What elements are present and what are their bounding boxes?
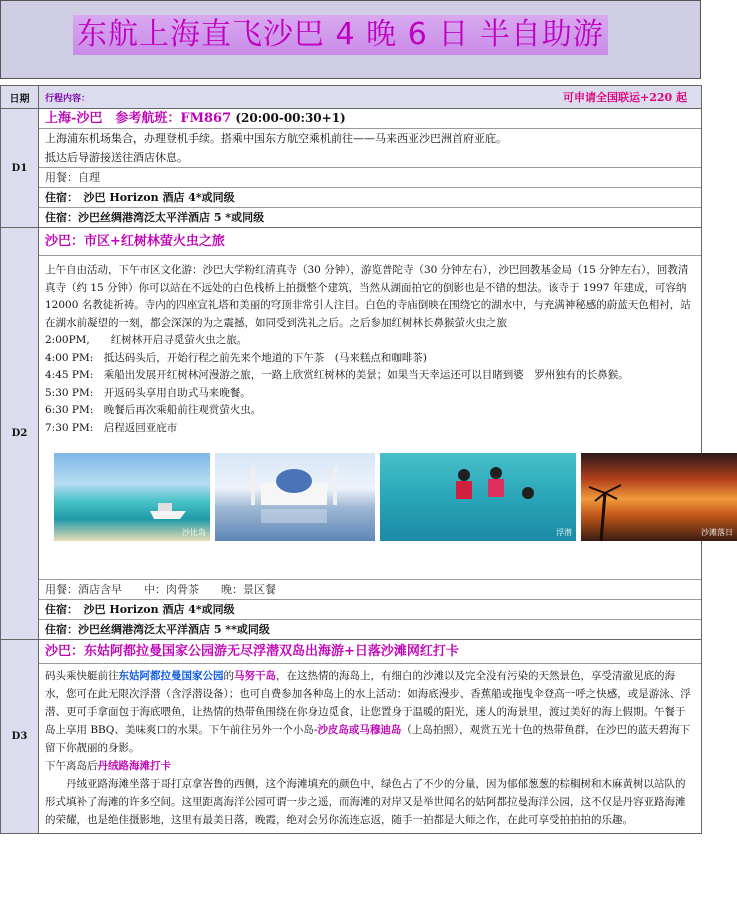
- d1-meal: 用餐：自理: [39, 168, 701, 188]
- d2-body: [39, 256, 701, 441]
- d1-title: 上海-沙巴 参考航班：FM867 (20:00-00:30+1): [39, 109, 701, 129]
- day-content-d2: [39, 228, 733, 640]
- d3-paragraph-2: 下午离岛后丹绒路海滩打卡: [45, 760, 171, 772]
- transfer-note: 可申请全国联运+220 起: [562, 91, 687, 104]
- d1-line-2: 抵达后导游接送往酒店休息。: [39, 148, 701, 168]
- photo-caption-4: 沙滩落日: [701, 528, 733, 537]
- content-header: [39, 86, 702, 109]
- d2-paragraph: 上午自由活动，下午市区文化游：沙巴大学粉红清真寺（30 分钟），游览普陀寺（30 分钟左右），沙巴回教基金局（15 分钟左右），回教清真寺（约 15 分钟）你可以站在不远处的白色栈桥上拍摄整个建筑，当然从湖面拍它的倒影也是不错的想法。该寺于 1997 年建成，可容纳 12000 名教徒祈祷。寺内的四座宣礼塔和美丽的穹顶非常引人注目。白色的寺庙倒映在围绕它的湖水中，与充满神秘感的蔚蓝天色相衬，站在湖水前凝望的一刻，都会深深的为之震撼，如同受到洗礼之后。之后参加红树林长鼻猴萤火虫之旅: [45, 264, 691, 329]
- photo-caption-1: 沙比岛: [182, 528, 206, 537]
- photo-island: [54, 453, 210, 541]
- day-row-d3: [1, 640, 702, 834]
- photo-mosque: [215, 453, 375, 541]
- d2-sched-4: 5:30 PM: 开返码头享用自助式马来晚餐。: [45, 386, 251, 399]
- d2-sched-6: 7:30 PM: 启程返回亚庇市: [45, 421, 178, 434]
- d3-title: 沙巴：东姑阿都拉曼国家公园游无尽浮潜双岛出海游+日落沙滩网红打卡: [39, 640, 701, 664]
- photo-strip: [39, 441, 733, 580]
- day-label-d2: D2: [1, 228, 39, 640]
- itinerary-table: [0, 85, 733, 834]
- d2-sched-1: 2:00PM, 红树林开启寻觅萤火虫之旅。: [45, 334, 248, 346]
- d1-line-1: 上海浦东机场集合，办理登机手续。搭乘中国东方航空乘机前往——马来西亚沙巴洲首府亚庇。: [45, 132, 507, 145]
- snorkeler-icon: [380, 453, 576, 541]
- title-band: [0, 0, 701, 79]
- day-row-d1: [1, 109, 702, 228]
- mosque-icon: [215, 453, 375, 541]
- d1-stay-2: 住宿：沙巴丝绸港湾泛太平洋酒店 5 *或同级: [45, 211, 265, 224]
- d2-title: 沙巴：市区+红树林萤火虫之旅: [39, 228, 701, 256]
- day-row-d2: [1, 228, 702, 640]
- d2-meal: 用餐：酒店含早 中：肉骨茶 晚：景区餐: [39, 580, 701, 600]
- header-row: [1, 86, 702, 109]
- day-label-d3: D3: [1, 640, 39, 834]
- d1-stay-1: 住宿： 沙巴 Horizon 酒店 4*或同级: [39, 188, 701, 208]
- day-content-d1: [39, 109, 702, 228]
- photo-sunset: [581, 453, 737, 541]
- d2-sched-3: 4:45 PM: 乘船出发展开红树林河漫游之旅，一路上欣赏红树林的美景；如果当天幸运还可以目睹到婆 罗州独有的长鼻猴。: [45, 369, 629, 381]
- photo-caption-3: 浮潜: [556, 528, 572, 537]
- d2-sched-2: 4:00 PM: 抵达码头后，开始行程之前先来个地道的下午茶 (马来糕点和咖啡茶): [45, 351, 427, 364]
- day-content-d3: [39, 640, 702, 834]
- d2-sched-5: 6:30 PM: 晚餐后再次乘船前往观赏萤火虫。: [45, 404, 262, 416]
- d2-stay-1: 住宿： 沙巴 Horizon 酒店 4*或同级: [39, 600, 701, 620]
- d3-paragraph-3: 丹绒亚路海滩坐落于哥打京拿峇鲁的西侧，这个海滩填充的颜色中，绿色占了不少的分量，因为郁郁葱葱的棕榈树和木麻黄树以站队的形式填补了海滩的许多空间。这里距离海洋公园可谓一步之遥，而海滩的对岸又是举世闻名的姑阿都拉曼海洋公园，这不仅是丹容亚路海滩的荣耀，也是绝佳摄影地，这里有最美日落，晚霞，绝对会另你流连忘返，随手一拍都是大师之作，在此可享受拍拍拍的乐趣。: [45, 778, 686, 826]
- d3-paragraph-1: 码头乘快艇前往东姑阿都拉曼国家公园的马努干岛，在这热情的海岛上，有细白的沙滩以及完全没有污染的天然景色，享受清澈见底的海水，您可在此无限次浮潜（含浮潜设备）；也可自费参加各种岛上的水上活动：如海底漫步、香蕉船或拖曳伞登高一呼之快感，或是游泳、浮潜、更可手拿面包于海底喂鱼，让热情的热带鱼围绕在你身边觅食，让您置身于温暖的阳光，迷人的海景里，渡过美好的海上假期。午餐于岛上享用 BBQ、美味爽口的水果。下午前往另外一个小岛-沙皮岛或马穆迪岛（上岛拍照），观赏五光十色的热带鱼群，在沙巴的蓝天碧海下留下你靓丽的身影。: [45, 670, 691, 754]
- photo-snorkel: [380, 453, 576, 541]
- content-label: 行程内容：: [45, 94, 91, 104]
- page-title: 东航上海直飞沙巴 4 晚 6 日 半自助游: [73, 15, 608, 55]
- d3-body: [39, 664, 701, 833]
- day-column-header: 日期: [1, 86, 39, 109]
- d2-stay-2: 住宿：沙巴丝绸港湾泛太平洋酒店 5 **或同级: [45, 623, 270, 636]
- day-label-d1: D1: [1, 109, 39, 228]
